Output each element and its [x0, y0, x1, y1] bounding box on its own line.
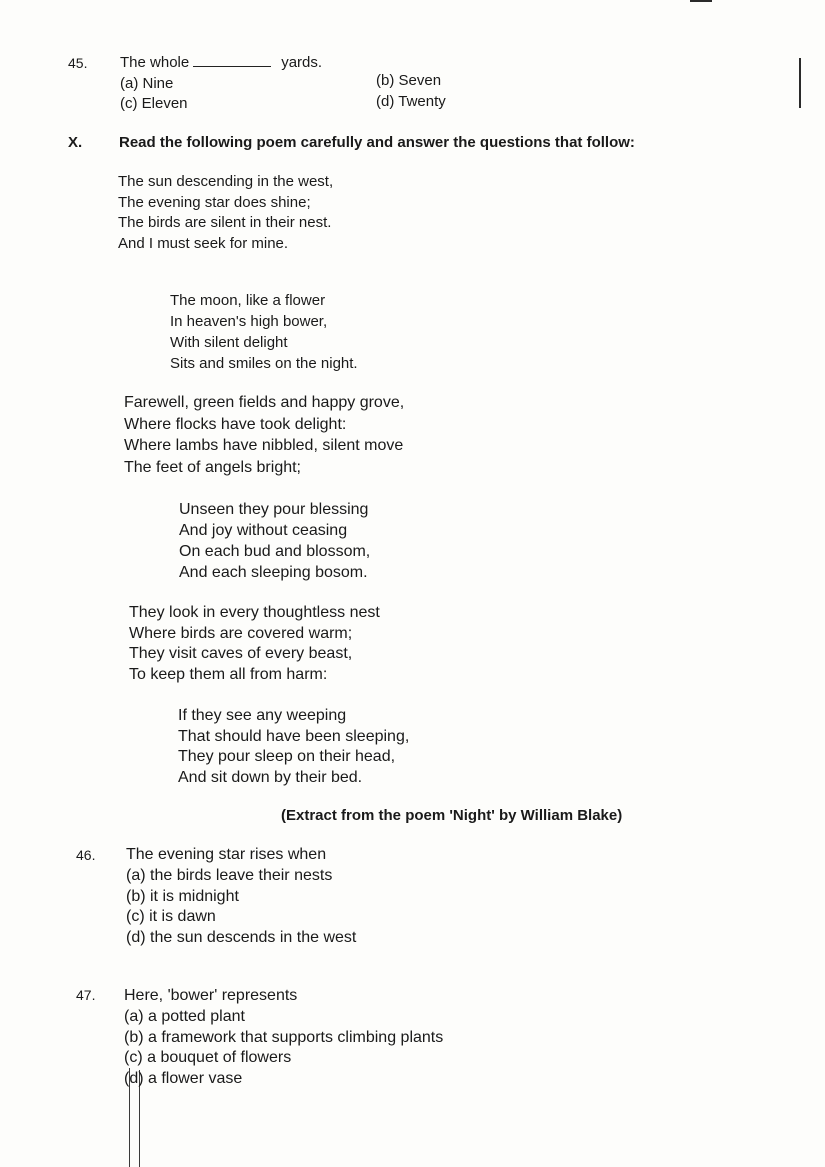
- option-a: (a) Nine: [120, 75, 174, 92]
- stem-before-blank: The whole: [120, 54, 190, 71]
- option-a: (a) the birds leave their nests: [126, 866, 333, 884]
- poem-line: Unseen they pour blessing: [179, 501, 369, 518]
- option-b: (b) a framework that supports climbing plants: [124, 1028, 444, 1046]
- poem-line: If they see any weeping: [178, 707, 347, 724]
- stem-after-blank: yards.: [281, 54, 323, 71]
- poem-stanza-1: [118, 172, 333, 254]
- question-number: 47.: [76, 987, 96, 1003]
- poem-stanza-3: [124, 392, 404, 478]
- poem-line: And sit down by their bed.: [178, 768, 363, 786]
- poem-stanza-4: [179, 499, 370, 583]
- question-body: [124, 986, 443, 1090]
- poem-line: Where flocks have took delight:: [124, 415, 347, 433]
- section-instruction: Read the following poem carefully and answer the questions that follow:: [119, 134, 635, 151]
- option-a: (a) a potted plant: [124, 1007, 245, 1025]
- poem-line: The moon, like a flower: [170, 292, 326, 309]
- option-c: (c) a bouquet of flowers: [124, 1049, 292, 1067]
- question-stem: The evening star rises when: [126, 846, 327, 863]
- poem-stanza-5: [129, 603, 380, 685]
- poem-line: And joy without ceasing: [179, 522, 348, 539]
- poem-line: The evening star does shine;: [118, 193, 311, 211]
- poem-stanza-2: [170, 290, 358, 374]
- option-c: (c) Eleven: [120, 95, 188, 112]
- poem-line: With silent delight: [170, 334, 288, 351]
- poem-line: That should have been sleeping,: [178, 727, 410, 745]
- section-number: X.: [68, 134, 83, 151]
- scan-edge-top-right: [690, 0, 712, 2]
- question-body: [126, 845, 356, 949]
- scan-edge-right-mark: [799, 58, 801, 108]
- poem-line: They pour sleep on their head,: [178, 748, 396, 765]
- poem-line: Where birds are covered warm;: [129, 624, 353, 642]
- question-number: 46.: [76, 847, 96, 863]
- poem-line: They visit caves of every beast,: [129, 645, 353, 662]
- poem-line: On each bud and blossom,: [179, 543, 371, 560]
- option-b: (b) it is midnight: [126, 887, 239, 905]
- poem-line: Sits and smiles on the night.: [170, 355, 358, 372]
- option-d: (d) Twenty: [376, 93, 446, 110]
- option-d: (d) a flower vase: [124, 1070, 243, 1088]
- answer-blank: [193, 54, 271, 67]
- poem-line: Farewell, green fields and happy grove,: [124, 394, 405, 411]
- poem-line: They look in every thoughtless nest: [129, 604, 380, 621]
- question-stem: [120, 53, 322, 73]
- poem-line: And each sleeping bosom.: [179, 564, 368, 581]
- poem-line: And I must seek for mine.: [118, 234, 289, 252]
- question-stem: Here, 'bower' represents: [124, 987, 298, 1004]
- poem-line: The feet of angels bright;: [124, 458, 301, 476]
- poem-line: In heaven's high bower,: [170, 313, 328, 330]
- option-b: (b) Seven: [376, 72, 442, 89]
- question-number: 45.: [68, 55, 88, 71]
- poem-line: The birds are silent in their nest.: [118, 214, 332, 232]
- option-c: (c) it is dawn: [126, 908, 216, 926]
- poem-source: (Extract from the poem 'Night' by William Blake): [281, 807, 623, 824]
- poem-line: To keep them all from harm:: [129, 665, 328, 683]
- poem-line: The sun descending in the west,: [118, 173, 334, 190]
- poem-line: Where lambs have nibbled, silent move: [124, 437, 404, 454]
- option-d: (d) the sun descends in the west: [126, 929, 357, 947]
- poem-stanza-6: [178, 706, 409, 788]
